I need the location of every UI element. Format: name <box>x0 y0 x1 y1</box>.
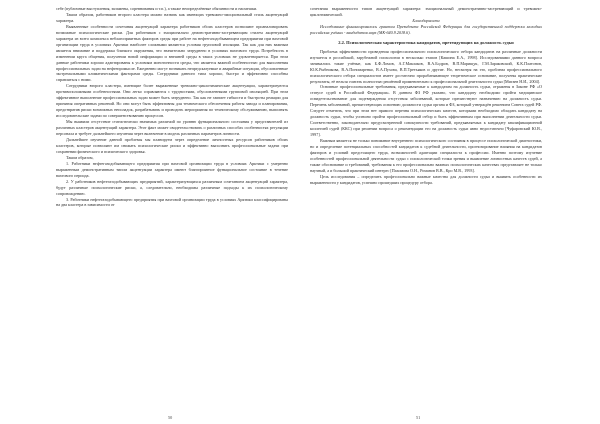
paragraph: Таким образом, <box>66 154 94 160</box>
page-number-right: 51 <box>416 415 421 420</box>
paragraph: Цель исследования – определить профессионально важные качества для должности судьи и выявить особенности их выраженности у кандидатов, успешно прошедших процедуру отбора. <box>310 173 542 185</box>
paragraph: Важным является не только понимание внутреннего психологического состояния в процессе психологической диагностики, но и определение потенциальных способностей кандидатов к судебной деятельности, прогнозирование влияния на кандидатов факторов и условий предстоящего труда, возможностей адаптации специалиста к профессии. Именно поэтому изучение особенностей профессиональной деятельности судьи с психологической точки зрения и выявление личностных качеств судей, а также обоснование и требований, требования к его профессионально важных психологических качествах представляет не только научный, а и большой практический интерес [Пахомова О.Н., Романов В.В., Кро М.В., 1993]. <box>310 138 542 173</box>
paragraph: Мы выявили отсутствие статистически значимых различий по уровню функционального состояния у представителей из различных кластеров акцентуаций характера. Этот факт может свидетельствовать о различных способах особенностях регуляции персонала и требует дальнейшего изучения через включение в модель различных параметров личности. <box>56 119 288 137</box>
paragraph: Проблема эффективности проведения профессионального психологического отбора кандидатов на различные должности изучается в российской, зарубежной психологии в несколько этапов [Кашина Е.А., 1998]. Исследованиями данного вопроса занимались такие учёные, как Б.Ф.Ломов, А.Г.Маклаков, В.А.Бодров, В.П.Марищук, Г.М.Зараковский, К.К.Платонов, Ю.К.Рыбникова, В.А.Пономаренко, В.А.Пухова, В.П.Третьяков и другие. Но, несмотря на это, проблема профессионального психологического отбора специалистов имеет достаточно прорабатывающее теоретическое основание, получены практические результаты, её нельзя считать полностью решённой применительно к профессиональной деятельности судьи [Мигаев Н.И., 2004]. <box>310 48 542 84</box>
paragraph: Выявленные особенности сочетания акцентуаций характера работников обоих кластеров позволяют проанализировать возможные психологические риски. Для работников с эмоционально демонстративно-застревающим стилем акцентуаций характера из всего комплекса неблагоприятных факторов среды при работе на нефтегазодобывающем предприятии при вахтовой организации труда в условиях Арктики наиболее сложными являются условия групповой изоляции. Так как для них важным является внимание и поддержка близкого окружения, что значительно затруднено в условиях вахтового труда. Потребность в изменении круга общения, получении новой информации и внешней среды в таких условиях не удовлетворяется. При этом данные работники хорошо адаптированы к условиям монотонности среды, что является важной особенностью для выполнения профессиональных задач на нефтепромысле. Ежедневно могут возникать непредсказуемые и аварийные ситуации, обусловленные экстремальными климатическими факторами среды. Сотрудники данного типа хорошо, быстро и эффективно способны справляться с ними. <box>56 23 288 83</box>
paragraph: Таким образом, работников второго кластера можно назвать как имеющих тревожно-эмоциональный стиль акцентуаций характера. <box>56 11 288 23</box>
conclusion-item-2: 2. У работников нефтегазодобывающих предприятий, характеризующихся различным сочетанием акцентуаций характера, будут различные психологические риски, а, следовательно, необходимы различные подходы к их психологическому сопровождению. <box>56 178 288 196</box>
section-heading: 2.2. Психологическая характеристика кандидатов, претендующих на должность судьи <box>338 39 514 45</box>
page-number-left: 50 <box>168 415 173 420</box>
paragraph: Сотрудники второго кластера, имеющие более выраженные тревожно-циклотимические акцентуации, характеризуются противоположными особенностями. Они легко справляются с трудностями, обусловленными групповой изоляцией. При этом эффективное выполнение профессиональных задач может быть затруднено. Так как не хватает гибкости и быстроты реакции для принятия оперативных решений. Но они могут быть эффективны для технического обеспечения работы завода и планирования, предотвратив риски возможных неполадок, разрабатывать и проводить мероприятия по техническому обслуживанию, выполнять исследовательские задачи по совершенствованию процессов. <box>56 83 288 119</box>
gratitude-text: Исследование финансировалось грантом Президента Российской Федерации для государственной поддержки молодых российских учёных - кандидатов наук (МК-640.9.2018.6). <box>310 23 542 35</box>
right-page <box>300 0 600 424</box>
paragraph: Дальнейшее изучение данной проблемы мы планируем через определение личностных ресурсов работников обоих кластеров, которые позволяют им снижать психологические риски и эффективно выполнять профессиональные задачи при сохранении физического и психического здоровья. <box>56 136 288 154</box>
gratitude-label: Благодарности <box>412 17 440 23</box>
conclusion-item-1: 1. Работники нефтегазодобывающего предприятия при вахтовой организации труда в условиях Арктики с умеренно выраженным демонстративным типом акцентуации характера имеют благоприятное функциональное состояние в течение вахтового периода. <box>56 160 288 178</box>
conclusion-item-3: 3. Работники нефтегазодобывающего предприятия при вахтовой организации труда в условиях Арктики классифицированы на два кластера в зависимости от <box>56 196 288 208</box>
paragraph: себе (публичные выступления, экзамены, соревнования и т.п.), а также неопределённые обязанности и насмешки. <box>56 6 258 11</box>
paragraph: Основные профессиональные требования, предъявляемые к кандидатам на должность судьи, отражены в Законе РФ «О статусе судей в Российской Федерации». В данном ФЗ РФ указано, что кандидату необходимо пройти медицинское освидетельствование для подтверждения отсутствия заболеваний, которые препятствуют назначению на должность судьи. Перечень заболеваний, препятствующих освоению должности судьи органа и ФЗ, который утверждён решением Совета судей РФ. Следует отметить, что при этом нет прямого перечня психологических качеств, которыми необходимо обладать кандидату на должность судьи, чтобы успешно пройти профессиональный отбор и быть эффективным при выполнении деятельности судьи. Соответственно, законодательно предусмотренной совокупности требований, предъявляемых к кандидату квалификационной коллегией судей (ККС) при решении вопроса о рекомендации его на должность судьи явно недостаточно [Чуфаровский Ю.В., 1997]. <box>310 84 542 138</box>
paragraph: сочетания выраженности типов акцентуаций характера: эмоциональный демонстративно-застревающий и тревожно-циклотимический. <box>310 6 542 17</box>
